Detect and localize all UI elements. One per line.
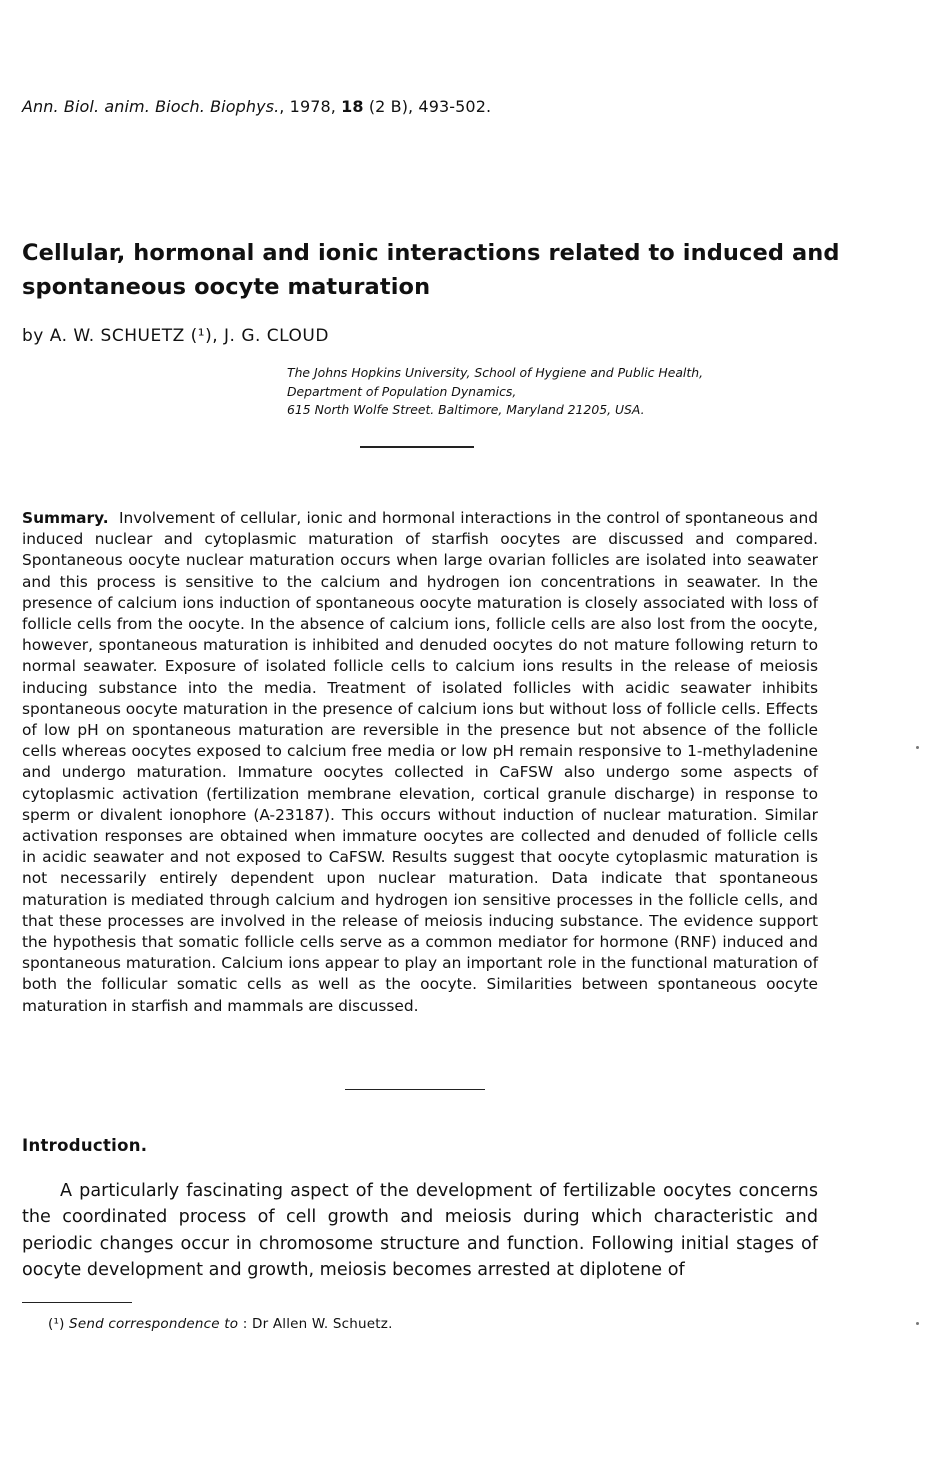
journal-citation <box>22 97 491 116</box>
author-line: by A. W. SCHUETZ (¹), J. G. CLOUD <box>22 326 329 346</box>
footnote-divider <box>22 1302 132 1303</box>
paper-title: Cellular, hormonal and ionic interactions related to induced and spontaneous oocyte maturation <box>22 240 840 300</box>
scan-speck <box>916 746 919 749</box>
affiliation-line: 615 North Wolfe Street. Baltimore, Maryland 21205, USA. <box>287 402 645 417</box>
section-heading-introduction: Introduction. <box>22 1136 148 1155</box>
summary-label: Summary. <box>22 509 109 527</box>
author-affiliation <box>287 364 847 420</box>
footnote-marker: (¹) <box>48 1316 65 1332</box>
affiliation-line: Department of Population Dynamics, <box>287 383 517 399</box>
summary-text: Involvement of cellular, ionic and hormonal interactions in the control of spontaneous and induced nuclear and cytoplasmic maturation of starfish oocytes are discussed and compared. Spontaneous oocyte nuclear maturation occurs when large ovarian follicles are isolated into seawater and this process is sensitive to the calcium and hydrogen ion concentrations in seawater. In the presence of calcium ions induction of spontaneous oocyte maturation is closely associated with loss of follicle cells from the oocyte. In the absence of calcium ions, follicle cells are also lost from the oocyte, however, spontaneous maturation is inhibited and denuded oocytes do not mature following return to normal seawater. Exposure of isolated follicle cells to calcium ions results in the release of meiosis inducing substance into the media. Treatment of isolated follicles with acidic seawater inhibits spontaneous oocyte maturation in the presence of calcium ions but without loss of follicle cells. Effects of low pH on spontaneous maturation are reversible in the presence but not absence of the follicle cells whereas oocytes exposed to calcium free media or low pH remain responsive to 1-methyladenine and undergo maturation. Immature oocytes collected in CaFSW also undergo some aspects of cytoplasmic activation (fertilization membrane elevation, cortical granule discharge) in response to sperm or divalent ionophore (A-23187). This occurs without induction of nuclear maturation. Similar activation responses are obtained when immature oocytes are collected and denuded of follicle cells in acidic seawater and not exposed to CaFSW. Results suggest that oocyte cytoplasmic maturation is not necessarily entirely dependent upon nuclear maturation. Data indicate that spontaneous maturation is mediated through calcium and hydrogen ion sensitive processes in the follicle cells, and that these processes are involved in the release of meiosis inducing substance. The evidence support the hypothesis that somatic follicle cells serve as a common mediator for hormone (RNF) induced and spontaneous maturation. Calcium ions appear to play an important role in the functional maturation of both the follicular somatic cells as well as the oocyte. Similarities between spontaneous oocyte maturation in starfish and mammals are discussed. <box>22 509 818 1015</box>
journal-volume: 18 <box>341 97 364 116</box>
journal-name: Ann. Biol. anim. Bioch. Biophys. <box>22 97 280 116</box>
summary-divider <box>345 1089 485 1090</box>
summary-paragraph <box>22 508 818 1017</box>
footnote-label: Send correspondence to <box>69 1316 239 1332</box>
scan-speck <box>916 1322 919 1325</box>
affiliation-line: The Johns Hopkins University, School of Hygiene and Public Health, <box>287 365 704 380</box>
section-divider <box>360 446 474 448</box>
journal-issue-pages: (2 B), 493-502. <box>363 97 492 116</box>
introduction-paragraph: A particularly fascinating aspect of the development of fertilizable oocytes concerns the coordinated process of cell growth and meiosis during which characteristic and periodic changes occur in chromosome structure and function. Following initial stages of oocyte development and growth, meiosis becomes arrested at diplotene of <box>22 1181 818 1281</box>
footnote <box>48 1316 393 1332</box>
journal-year: , 1978, <box>279 97 342 116</box>
footnote-text: : Dr Allen W. Schuetz. <box>242 1316 393 1332</box>
